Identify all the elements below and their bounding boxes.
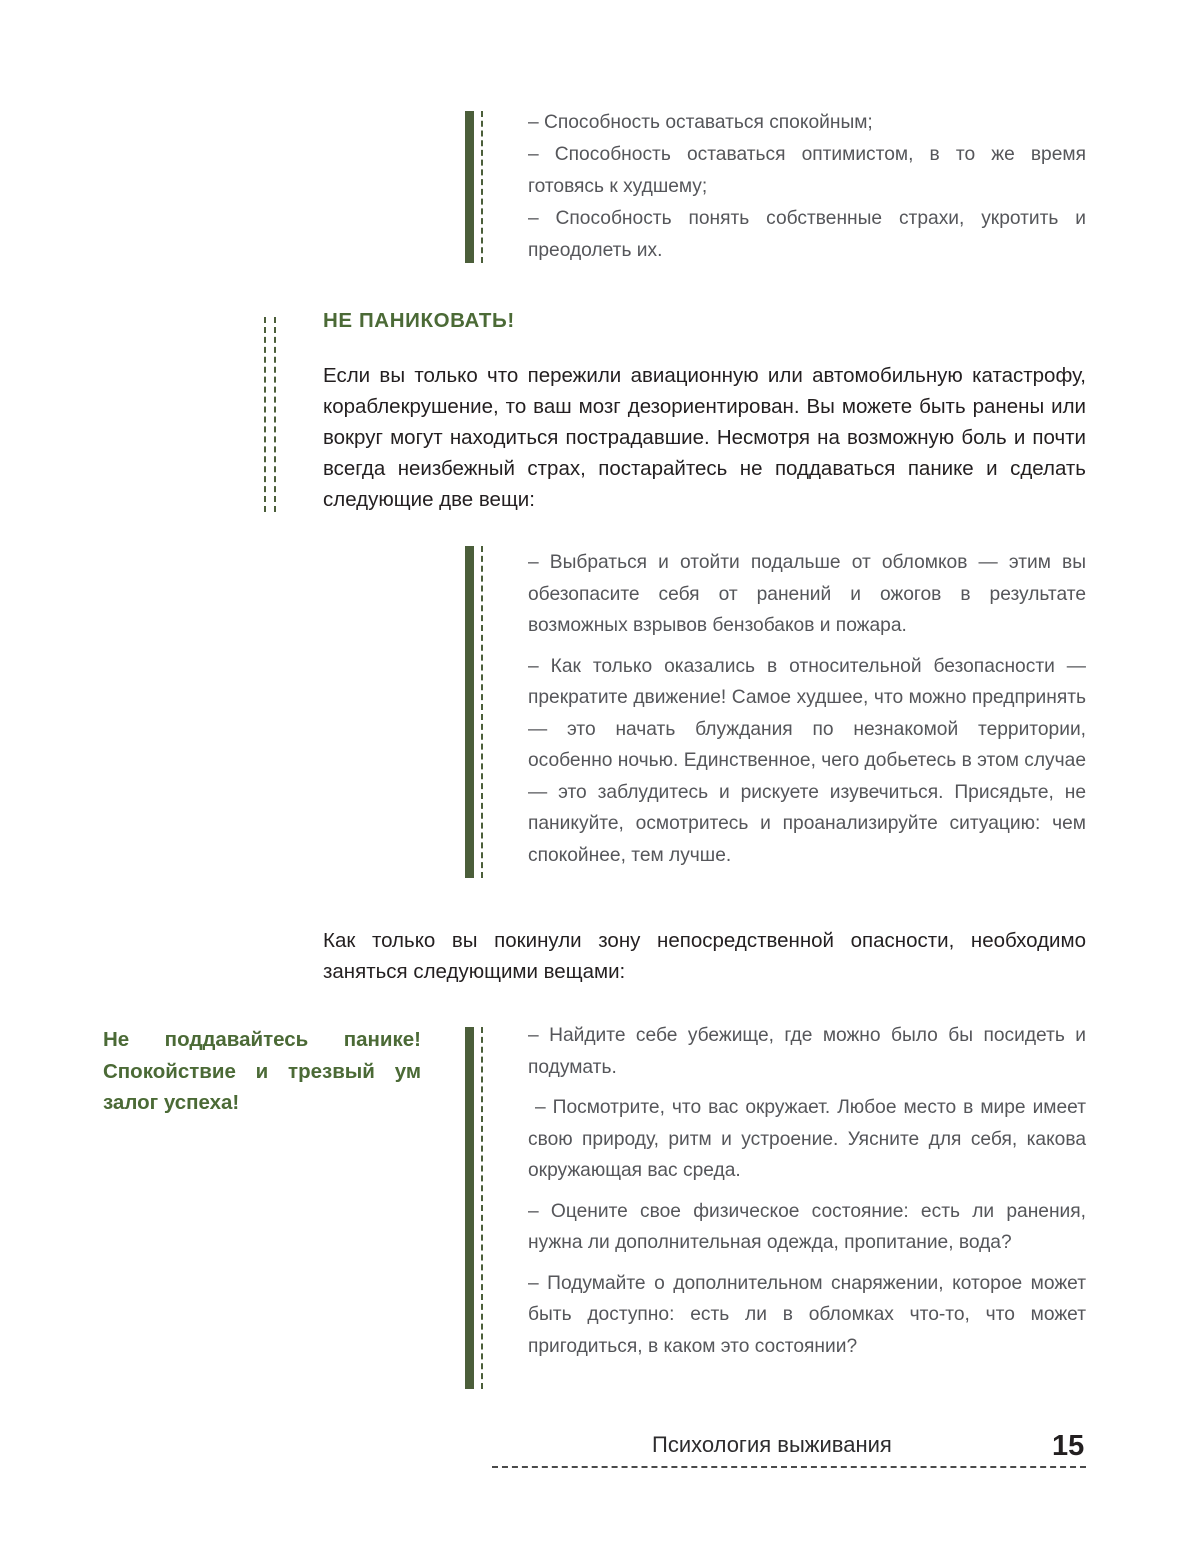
first-actions-list xyxy=(528,547,1086,871)
running-title: Психология выживания xyxy=(652,1432,892,1457)
transition-paragraph: Как только вы покинули зону непосредственной опасности, необходимо заняться следующими вещами: xyxy=(323,929,1086,983)
decorative-bar-3 xyxy=(465,546,487,878)
sidebar-callout: Не поддавайтесь панике! Спокойствие и трезвый ум залог успеха! xyxy=(103,1028,421,1114)
decorative-bar-1 xyxy=(465,111,487,263)
list-item: – Оцените свое физическое состояние: есть ли ранения, нужна ли дополнительная одежда, пропитание, вода? xyxy=(528,1200,1086,1253)
list-item: – Как только оказались в относительной безопасности — прекратите движение! Самое худшее, что можно предпринять — это начать блуждания по незнакомой территории, особенно ночью. Единственное, чего добьетесь в этом случае — это заблудитесь и рискуете изувечиться. Присядьте, не паникуйте, осмотритесь и проанализируйте ситуацию: чем спокойнее, тем лучше. xyxy=(528,655,1086,866)
bar-dashed-line xyxy=(481,111,483,263)
list-item: – Способность понять собственные страхи, укротить и преодолеть их. xyxy=(528,208,1086,261)
bar-dashed-line-left xyxy=(264,317,266,512)
bar-dashed-line xyxy=(481,1027,483,1389)
list-item: – Выбраться и отойти подальше от обломков — этим вы обезопасите себя от ранений и ожогов в результате возможных взрывов бензобаков и пожара. xyxy=(528,552,1086,636)
footer-rule xyxy=(492,1466,1086,1468)
list-item: – Способность оставаться спокойным; xyxy=(528,112,873,133)
list-item: – Посмотрите, что вас окружает. Любое место в мире имеет свою природу, ритм и устроение. Уясните для себя, какова окружающая вас среда. xyxy=(528,1097,1092,1181)
list-item: – Подумайте о дополнительном снаряжении, которое может быть доступно: есть ли в обломках что-то, что может пригодиться, в каком это состоянии? xyxy=(528,1272,1086,1357)
bar-dashed-line xyxy=(481,546,483,878)
bar-thick-line xyxy=(465,1027,474,1389)
bar-dashed-line-right xyxy=(274,317,276,512)
list-item: – Найдите себе убежище, где можно было бы посидеть и подумать. xyxy=(528,1025,1086,1078)
bar-thick-line xyxy=(465,111,474,263)
bar-thick-line xyxy=(465,546,474,878)
list-item: – Способность оставаться оптимистом, в то же время готовясь к худшему; xyxy=(528,144,1086,197)
intro-paragraph: Если вы только что пережили авиационную или автомобильную катастрофу, кораблекрушение, то ваш мозг дезориентирован. Вы можете быть ранены или вокруг могут находиться пострадавшие. Несмотря на возможную боль и почти всегда неизбежный страх, постарайтесь не поддаваться панике и сделать следующие две вещи: xyxy=(323,364,1086,511)
next-steps-list xyxy=(528,1020,1092,1362)
qualities-list xyxy=(528,107,1086,267)
decorative-bar-2 xyxy=(264,317,286,512)
decorative-bar-4 xyxy=(465,1027,487,1389)
page-number: 15 xyxy=(1052,1430,1085,1462)
section-heading: НЕ ПАНИКОВАТЬ! xyxy=(323,309,515,332)
